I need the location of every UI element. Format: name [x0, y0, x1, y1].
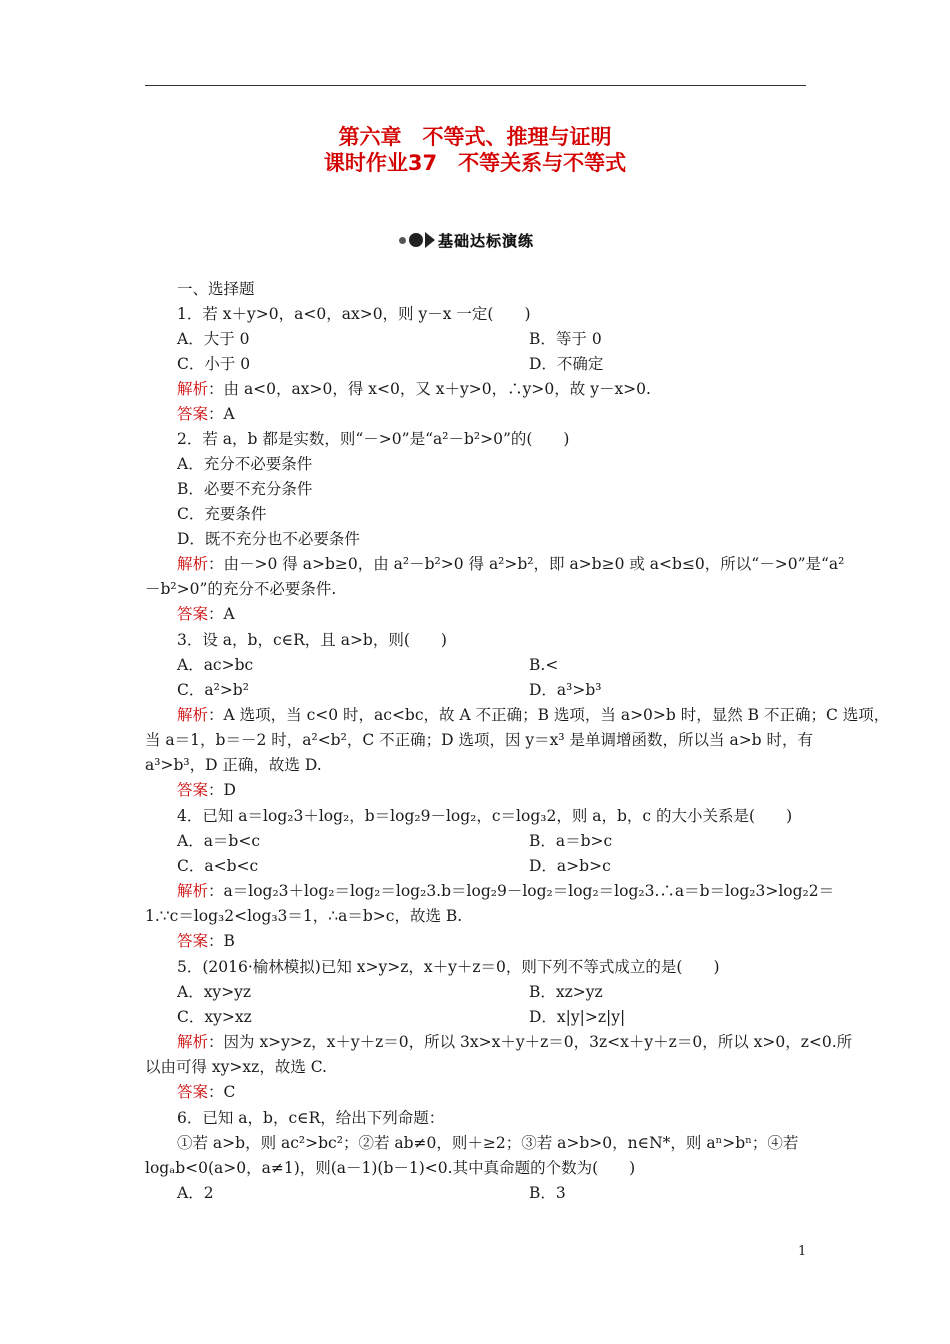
q4-option-a: A．a＝b<c: [177, 832, 261, 850]
q3-option-a: A．ac>bc: [177, 656, 254, 674]
q5-option-c: C．xy>xz: [177, 1008, 252, 1026]
q4-option-c: C．a<b<c: [177, 857, 259, 875]
analysis-label: 解析: [177, 1033, 209, 1051]
q5-option-b: B．xz>yz: [529, 983, 603, 1001]
q6-propositions: ①若 a>b，则 ac²>bc²；②若 ab≠0，则＋≥2；③若 a>b>0，n∈N*，则 aⁿ>bⁿ；④若: [177, 1134, 799, 1152]
q4-option-b: B．a＝b>c: [529, 832, 613, 850]
q1-stem: 1．若 x＋y>0，a<0，ax>0，则 y－x 一定( ): [177, 305, 531, 323]
analysis-label: 解析: [177, 706, 209, 724]
q2-answer: [177, 604, 235, 624]
answer-text: ：D: [208, 781, 236, 799]
chapter-title: 第六章 不等式、推理与证明: [338, 125, 612, 149]
q6-option-b: B．3: [529, 1184, 566, 1202]
q4-analysis: [177, 881, 834, 901]
q4-analysis-cont: 1.∵c＝log₃2<log₃3＝1，∴a＝b>c，故选 B.: [145, 907, 463, 925]
q5-option-a: A．xy>yz: [177, 983, 252, 1001]
q2-option-d: D．既不充分也不必要条件: [177, 530, 360, 548]
header-rule: [145, 85, 806, 86]
lesson-title: 课时作业37 不等关系与不等式: [323, 151, 627, 175]
small-dot-icon: [399, 237, 406, 244]
q3-analysis: [177, 705, 889, 725]
q2-option-a: A．充分不必要条件: [177, 455, 313, 473]
page-number: 1: [798, 1244, 807, 1259]
answer-label: 答案: [177, 781, 209, 799]
q5-analysis: [177, 1032, 852, 1052]
analysis-text: ：a＝log₂3＋log₂＝log₂＝log₂3.b＝log₂9－log₂＝log₂＝log₂3.∴a＝b＝log₂3>log₂2＝: [208, 882, 835, 900]
q3-analysis-cont2: a³>b³，D 正确，故选 D.: [145, 756, 322, 774]
analysis-label: 解析: [177, 882, 209, 900]
answer-text: ：A: [208, 405, 235, 423]
q6-stem: 6．已知 a，b，c∈R，给出下列命题：: [177, 1109, 445, 1127]
q1-answer: [177, 404, 235, 424]
banner-label: 基础达标演练: [438, 231, 535, 250]
section-banner: [399, 228, 534, 252]
analysis-text: ：由－>0 得 a>b≥0，由 a²－b²>0 得 a²>b²，即 a>b≥0 或 a<b≤0，所以“－>0”是“a²: [208, 555, 845, 573]
q2-option-c: C．充要条件: [177, 505, 267, 523]
q2-analysis: [177, 554, 844, 574]
q2-option-b: B．必要不充分条件: [177, 480, 313, 498]
answer-text: ：C: [208, 1083, 236, 1101]
q5-answer: [177, 1082, 235, 1102]
q3-answer: [177, 780, 236, 800]
q1-option-a: A．大于 0: [177, 330, 250, 348]
arrow-icon: [425, 232, 435, 248]
q5-stem: 5．(2016·榆林模拟)已知 x>y>z，x＋y＋z＝0，则下列不等式成立的是( ): [177, 958, 720, 976]
analysis-text: ：因为 x>y>z，x＋y＋z＝0，所以 3x>x＋y＋z＝0，3z<x＋y＋z＝0，所以 x>0，z<0.所: [208, 1033, 853, 1051]
q3-option-d: D．a³>b³: [529, 681, 602, 699]
analysis-label: 解析: [177, 380, 209, 398]
q1-option-b: B．等于 0: [529, 330, 602, 348]
analysis-text: ：由 a<0，ax>0，得 x<0，又 x＋y>0，∴y>0，故 y－x>0.: [208, 380, 651, 398]
q3-stem: 3．设 a，b，c∈R，且 a>b，则( ): [177, 631, 447, 649]
q4-stem: 4．已知 a＝log₂3＋log₂，b＝log₂9－log₂，c＝log₃2，则 a，b，c 的大小关系是( ): [177, 807, 793, 825]
q1-option-d: D．不确定: [529, 355, 604, 373]
q3-option-c: C．a²>b²: [177, 681, 249, 699]
large-dot-icon: [409, 233, 423, 247]
q2-analysis-cont: －b²>0”的充分不必要条件.: [145, 580, 337, 598]
answer-text: ：B: [208, 932, 235, 950]
answer-text: ：A: [208, 605, 235, 623]
analysis-text: ：A 选项，当 c<0 时，ac<bc，故 A 不正确；B 选项，当 a>0>b 时，显然 B 不正确；C 选项，: [208, 706, 890, 724]
answer-label: 答案: [177, 405, 209, 423]
q1-option-c: C．小于 0: [177, 355, 251, 373]
q5-analysis-cont: 以由可得 xy>xz，故选 C.: [145, 1058, 327, 1076]
q3-analysis-cont1: 当 a＝1，b＝－2 时，a²<b²，C 不正确；D 选项，因 y＝x³ 是单调增函数，所以当 a>b 时，有: [145, 731, 814, 749]
q6-propositions-cont: logₐb<0(a>0，a≠1)，则(a－1)(b－1)<0.其中真命题的个数为( ): [145, 1159, 636, 1177]
answer-label: 答案: [177, 605, 209, 623]
answer-label: 答案: [177, 932, 209, 950]
q5-option-d: D．x|y|>z|y|: [529, 1008, 626, 1026]
answer-label: 答案: [177, 1083, 209, 1101]
q3-option-b: B.<: [529, 656, 559, 674]
q4-option-d: D．a>b>c: [529, 857, 611, 875]
q4-answer: [177, 931, 235, 951]
q2-stem: 2．若 a，b 都是实数，则“－>0”是“a²－b²>0”的( ): [177, 430, 570, 448]
section-heading: 一、选择题: [177, 280, 255, 298]
analysis-label: 解析: [177, 555, 209, 573]
q1-analysis: [177, 379, 651, 399]
q6-option-a: A．2: [177, 1184, 214, 1202]
